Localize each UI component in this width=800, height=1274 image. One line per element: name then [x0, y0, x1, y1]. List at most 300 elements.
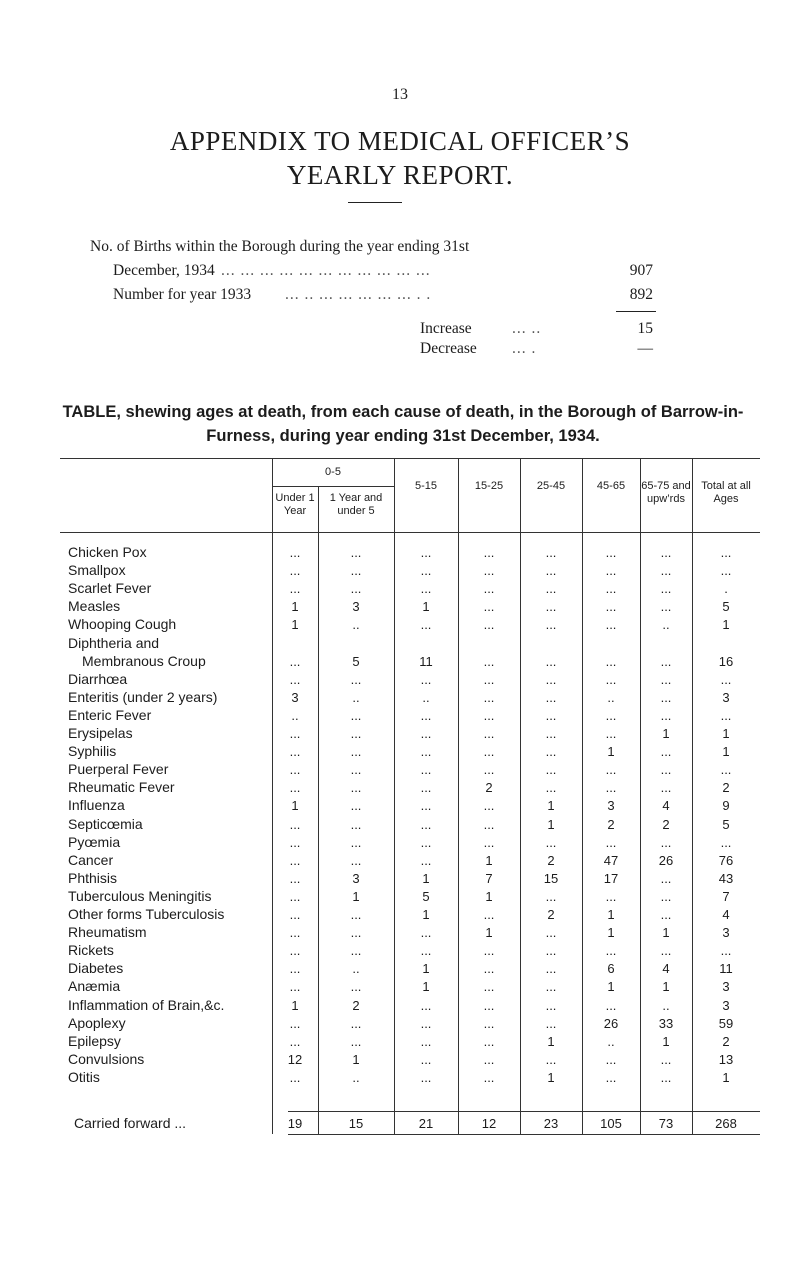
table-row [60, 834, 760, 851]
table-row [60, 635, 760, 652]
column-header: 1 Year and under 5 [329, 492, 383, 517]
table-cell: ... [605, 834, 617, 850]
table-row [60, 797, 760, 814]
table-cell: ... [289, 653, 301, 669]
cause-label: Pyœmia [68, 833, 121, 850]
table-cell: 1 [485, 888, 493, 904]
table-row [60, 1015, 760, 1032]
table-cell: ... [289, 1033, 301, 1049]
total-cell: 268 [715, 1116, 737, 1131]
table-cell: ... [605, 671, 617, 687]
table-cell: ... [420, 852, 432, 868]
table-cell: ... [483, 744, 495, 760]
column-divider [582, 458, 583, 1134]
table-cell: ... [350, 925, 362, 941]
table-cell: ... [350, 979, 362, 995]
table-cell: 5 [722, 816, 730, 832]
total-cell: 23 [543, 1116, 559, 1131]
births-1933-value: 892 [629, 286, 653, 303]
cause-label: Convulsions [68, 1050, 145, 1067]
table-cell: 2 [547, 852, 555, 868]
table-cell: 43 [718, 870, 734, 886]
table-cell: ... [420, 581, 432, 597]
table-cell: 1 [607, 979, 615, 995]
table-cell: 1 [422, 599, 430, 615]
table-cell: ... [350, 907, 362, 922]
table-cell: 5 [352, 653, 360, 669]
table-cell: ... [350, 816, 362, 832]
table-cell: ... [483, 671, 495, 687]
table-cell: ... [350, 834, 362, 850]
column-divider [318, 486, 319, 1134]
table-cell: ... [289, 726, 301, 741]
page-title: APPENDIX TO MEDICAL OFFICER’S [169, 126, 631, 156]
table-cell: 16 [718, 653, 734, 669]
total-cell: 73 [658, 1116, 674, 1131]
table-cell: ... [289, 581, 301, 597]
table-cell: 1 [422, 979, 430, 995]
table-cell: ... [605, 653, 617, 669]
table-cell: ... [350, 581, 362, 597]
table-cell: 4 [662, 961, 670, 977]
table-cell: ... [350, 707, 362, 723]
table-cell: 1 [547, 1033, 555, 1049]
table-cell: 6 [607, 961, 615, 977]
table-cell: ... [483, 816, 495, 832]
table-row [60, 1033, 760, 1050]
table-cell: ... [660, 599, 672, 615]
column-header: 5-15 [414, 480, 438, 492]
table-cell: ... [420, 943, 432, 959]
table-row [60, 761, 760, 778]
leader-dots: ... . [512, 340, 537, 357]
table-caption: TABLE, shewing ages at death, from each cause of death, in the Borough of Barrow-in-Furness, during year ending 31st December, 1934. [62, 403, 744, 445]
table-cell: ... [660, 1069, 672, 1085]
table-cell: 47 [603, 852, 619, 868]
table-cell: ... [350, 852, 362, 868]
table-cell: ... [545, 545, 557, 560]
table-cell: ... [720, 563, 732, 579]
table-row [60, 689, 760, 706]
table-cell: ... [289, 961, 301, 977]
table-cell: .. [352, 1069, 360, 1085]
cause-label: Otitis [68, 1068, 100, 1085]
table-cell: ... [350, 563, 362, 579]
table-cell: 1 [422, 870, 430, 886]
table-cell: 59 [718, 1015, 734, 1031]
table-cell: ... [660, 888, 672, 904]
table-cell: ... [545, 762, 557, 778]
table-cell: ... [483, 563, 495, 579]
group-header-0-5: 0-5 [325, 466, 341, 478]
table-cell: ... [483, 689, 495, 705]
table-cell: ... [420, 707, 432, 723]
table-cell: 1 [662, 1033, 670, 1049]
table-cell: 1 [291, 599, 299, 615]
table-cell: ... [660, 653, 672, 669]
table-cell: 2 [607, 816, 615, 832]
cause-label: Diabetes [68, 960, 124, 977]
table-cell: 26 [603, 1015, 619, 1031]
total-cell: 21 [418, 1116, 434, 1131]
table-cell: ... [420, 1051, 432, 1067]
table-cell: 12 [287, 1051, 303, 1067]
totals-row [60, 1115, 760, 1132]
births-line-1 [90, 238, 469, 256]
totals-rule [288, 1111, 760, 1112]
table-row [60, 544, 760, 561]
table-cell: ... [483, 907, 495, 922]
table-cell: ... [605, 726, 617, 741]
table-cell: ... [660, 870, 672, 886]
cause-label: Phthisis [68, 869, 118, 886]
cause-label: Influenza [68, 797, 125, 814]
table-cell: 1 [291, 997, 299, 1013]
table-cell: ... [289, 870, 301, 886]
table-cell: ... [420, 925, 432, 941]
table-row [60, 707, 760, 724]
table-cell: ... [605, 617, 617, 633]
table-cell: ... [350, 943, 362, 959]
table-cell: ... [420, 798, 432, 814]
table-cell: ... [545, 961, 557, 977]
table-cell: 17 [603, 870, 619, 886]
table-cell: .. [662, 997, 670, 1013]
table-cell: ... [420, 1033, 432, 1049]
table-cell: ... [420, 617, 432, 633]
table-cell: ... [420, 834, 432, 850]
table-cell: 1 [422, 907, 430, 922]
table-row [60, 888, 760, 905]
table-cell: ... [545, 780, 557, 796]
births-line-2 [113, 262, 431, 280]
table-cell: 1 [547, 816, 555, 832]
table-cell: ... [483, 762, 495, 778]
table-cell: ... [289, 979, 301, 995]
table-cell: ... [605, 707, 617, 723]
table-cell: 3 [352, 870, 360, 886]
table-cell: ... [545, 888, 557, 904]
table-cell: .. [291, 707, 299, 723]
column-divider [458, 458, 459, 1134]
table-cell: ... [605, 545, 617, 560]
table-cell: 3 [722, 689, 730, 705]
table-cell: 26 [658, 852, 674, 868]
leader-dots: ... .. [512, 320, 542, 337]
leader-dots: ... .. ... ... ... ... ... . . [285, 286, 432, 303]
column-header: 15-25 [474, 480, 504, 492]
title-rule [348, 202, 402, 203]
table-cell: ... [289, 1015, 301, 1031]
table-row [60, 725, 760, 742]
header-rule [60, 532, 760, 533]
leader-dots: ... ... ... ... ... ... ... ... ... ... ... [221, 262, 431, 279]
table-cell: 3 [722, 979, 730, 995]
table-cell: 1 [547, 798, 555, 814]
table-row [60, 616, 760, 633]
table-cell: 2 [352, 997, 360, 1013]
table-cell: ... [545, 834, 557, 850]
table-cell: 11 [719, 961, 733, 977]
cause-label: Scarlet Fever [68, 580, 152, 597]
table-cell: ... [483, 726, 495, 741]
group-rule [272, 486, 394, 487]
column-divider [520, 458, 521, 1134]
table-cell: ... [605, 1069, 617, 1085]
table-cell: ... [545, 943, 557, 959]
table-cell: 1 [607, 907, 615, 922]
table-cell: 7 [485, 870, 493, 886]
table-cell: ... [420, 780, 432, 796]
table-cell: ... [289, 744, 301, 760]
table-cell: 2 [662, 816, 670, 832]
table-cell: 1 [422, 961, 430, 977]
table-cell: 1 [485, 925, 493, 941]
carried-forward-label: Carried forward ... [74, 1115, 187, 1131]
table-row [60, 924, 760, 941]
table-cell: ... [420, 726, 432, 741]
cause-label: Membranous Croup [82, 652, 206, 669]
table-cell: ... [483, 943, 495, 959]
table-cell: ... [350, 780, 362, 796]
table-cell: ... [720, 943, 732, 959]
table-cell: 2 [722, 1033, 730, 1049]
increase-line [420, 320, 542, 338]
table-cell: ... [545, 1015, 557, 1031]
births-line-3-label: Number for year 1933 [113, 286, 252, 303]
table-cell: ... [289, 834, 301, 850]
cause-label: Enteritis (under 2 years) [68, 688, 218, 705]
table-row [60, 598, 760, 615]
table-cell: ... [660, 834, 672, 850]
table-cell: ... [289, 563, 301, 579]
table-cell: 7 [722, 888, 730, 904]
table-cell: ... [660, 762, 672, 778]
column-divider [692, 458, 693, 1134]
table-cell: ... [483, 997, 495, 1013]
table-row [60, 653, 760, 670]
table-cell: ... [350, 762, 362, 778]
table-cell: 3 [722, 997, 730, 1013]
cause-label: Septicœmia [68, 815, 143, 832]
table-cell: ... [483, 617, 495, 633]
cause-label: Other forms Tuberculosis [68, 906, 225, 922]
cause-label: Apoplexy [68, 1014, 126, 1031]
column-divider [394, 458, 395, 1134]
table-cell: 1 [722, 617, 730, 633]
cause-label: Epilepsy [68, 1032, 121, 1049]
table-cell: ... [545, 726, 557, 741]
table-cell: ... [660, 744, 672, 760]
table-cell: ... [483, 1015, 495, 1031]
table-top-rule [60, 458, 760, 459]
table-cell: .. [352, 961, 360, 977]
column-header: Under 1 Year [275, 492, 315, 517]
table-cell: ... [420, 563, 432, 579]
cause-label: Syphilis [68, 743, 117, 760]
table-cell: 2 [722, 780, 730, 796]
table-row [60, 942, 760, 959]
table-cell: 13 [718, 1051, 734, 1067]
table-cell: 3 [607, 798, 615, 814]
table-cell: ... [545, 653, 557, 669]
decrease-label: Decrease [420, 340, 477, 357]
table-cell: 1 [291, 617, 299, 633]
table-cell: ... [420, 1015, 432, 1031]
column-header: 45-65 [596, 480, 626, 492]
table-cell: ... [483, 979, 495, 995]
table-cell: 1 [722, 726, 730, 741]
table-row [60, 870, 760, 887]
table-cell: ... [720, 762, 732, 778]
deaths-table [60, 458, 760, 1168]
table-cell: ... [545, 671, 557, 687]
table-cell: ... [289, 762, 301, 778]
table-cell: ... [660, 689, 672, 705]
births-line-3 [113, 286, 432, 304]
table-cell: ... [289, 671, 301, 687]
table-cell: ... [289, 852, 301, 868]
table-cell: 3 [291, 689, 299, 705]
page-number: 13 [392, 86, 408, 103]
table-cell: .. [422, 689, 430, 705]
births-1934-value: 907 [629, 262, 653, 279]
table-cell: 3 [722, 925, 730, 941]
table-cell: ... [420, 744, 432, 760]
table-cell: ... [483, 1069, 495, 1085]
table-cell: ... [350, 671, 362, 687]
table-cell: ... [289, 925, 301, 941]
table-cell: ... [483, 653, 495, 669]
table-cell: 2 [547, 907, 555, 922]
table-cell: ... [545, 744, 557, 760]
table-row [60, 779, 760, 796]
table-cell: ... [289, 545, 301, 560]
table-cell: .. [352, 689, 360, 705]
table-cell: 1 [352, 888, 360, 904]
table-cell: ... [660, 581, 672, 597]
table-cell: 1 [607, 744, 615, 760]
table-cell: ... [660, 671, 672, 687]
table-cell: 1 [662, 979, 670, 995]
table-cell: ... [545, 1051, 557, 1067]
table-row [60, 906, 760, 923]
table-cell: ... [660, 907, 672, 922]
cause-label: Diarrhœa [68, 670, 128, 687]
table-row [60, 580, 760, 597]
table-cell: ... [350, 798, 362, 814]
cause-label: Inflammation of Brain,&c. [68, 996, 225, 1013]
table-cell: ... [545, 689, 557, 705]
table-cell: ... [483, 1051, 495, 1067]
table-cell: ... [660, 545, 672, 560]
table-cell: ... [605, 943, 617, 959]
table-cell: ... [605, 599, 617, 615]
table-cell: ... [289, 943, 301, 959]
cause-label: Tuberculous Meningitis [68, 887, 212, 904]
cause-label: Chicken Pox [68, 544, 147, 560]
table-cell: 1 [722, 744, 730, 760]
table-cell: ... [545, 979, 557, 995]
table-cell: .. [352, 617, 360, 633]
table-row [60, 960, 760, 977]
page-subtitle: YEARLY REPORT. [286, 160, 514, 190]
table-cell: ... [605, 581, 617, 597]
table-cell: ... [720, 545, 732, 560]
increase-value: 15 [637, 320, 653, 337]
table-cell: ... [483, 599, 495, 615]
table-cell: ... [545, 617, 557, 633]
cause-label: Whooping Cough [68, 616, 177, 633]
table-cell: 3 [352, 599, 360, 615]
table-cell: 1 [722, 1069, 730, 1085]
cause-label: Measles [68, 598, 121, 615]
cause-label: Smallpox [68, 562, 126, 579]
table-row [60, 743, 760, 760]
table-cell: ... [350, 1015, 362, 1031]
table-cell: 1 [485, 852, 493, 868]
table-cell: ... [350, 1033, 362, 1049]
table-cell: 1 [662, 925, 670, 941]
totals-bottom-rule [288, 1134, 760, 1135]
table-cell: ... [605, 997, 617, 1013]
table-cell: .. [662, 617, 670, 633]
total-cell: 19 [287, 1116, 303, 1131]
table-cell: ... [483, 1033, 495, 1049]
table-row [60, 997, 760, 1014]
table-cell: ... [545, 925, 557, 941]
table-row [60, 1051, 760, 1068]
cause-label: Puerperal Fever [68, 761, 169, 778]
sum-rule [616, 311, 656, 312]
cause-label: Rickets [68, 942, 114, 959]
table-cell: ... [483, 834, 495, 850]
table-cell: ... [483, 581, 495, 597]
table-cell: ... [605, 780, 617, 796]
column-header: 25-45 [536, 480, 566, 492]
table-cell: .. [607, 1033, 615, 1049]
table-cell: ... [483, 961, 495, 977]
table-cell: ... [660, 707, 672, 723]
table-cell: ... [545, 707, 557, 723]
table-cell: 4 [722, 907, 730, 922]
table-cell: ... [660, 943, 672, 959]
table-cell: 9 [722, 798, 730, 814]
total-cell: 12 [481, 1116, 497, 1131]
table-row [60, 816, 760, 833]
table-cell: 1 [662, 726, 670, 741]
table-cell: ... [483, 798, 495, 814]
table-cell: . [724, 581, 728, 597]
table-cell: 5 [422, 888, 430, 904]
table-cell: ... [605, 563, 617, 579]
increase-label: Increase [420, 320, 472, 337]
table-cell: ... [720, 707, 732, 723]
table-cell: ... [289, 1069, 301, 1085]
table-cell: ... [545, 599, 557, 615]
table-cell: ... [660, 780, 672, 796]
table-cell: ... [660, 1051, 672, 1067]
decrease-line [420, 340, 537, 358]
births-line-1-label: No. of Births within the Borough during the year ending 31st [90, 238, 470, 255]
table-cell: 5 [722, 599, 730, 615]
table-cell: 1 [607, 925, 615, 941]
table-cell: ... [420, 816, 432, 832]
table-cell: ... [545, 563, 557, 579]
table-cell: ... [420, 997, 432, 1013]
table-cell: 1 [547, 1069, 555, 1085]
table-cell: 15 [543, 870, 559, 886]
